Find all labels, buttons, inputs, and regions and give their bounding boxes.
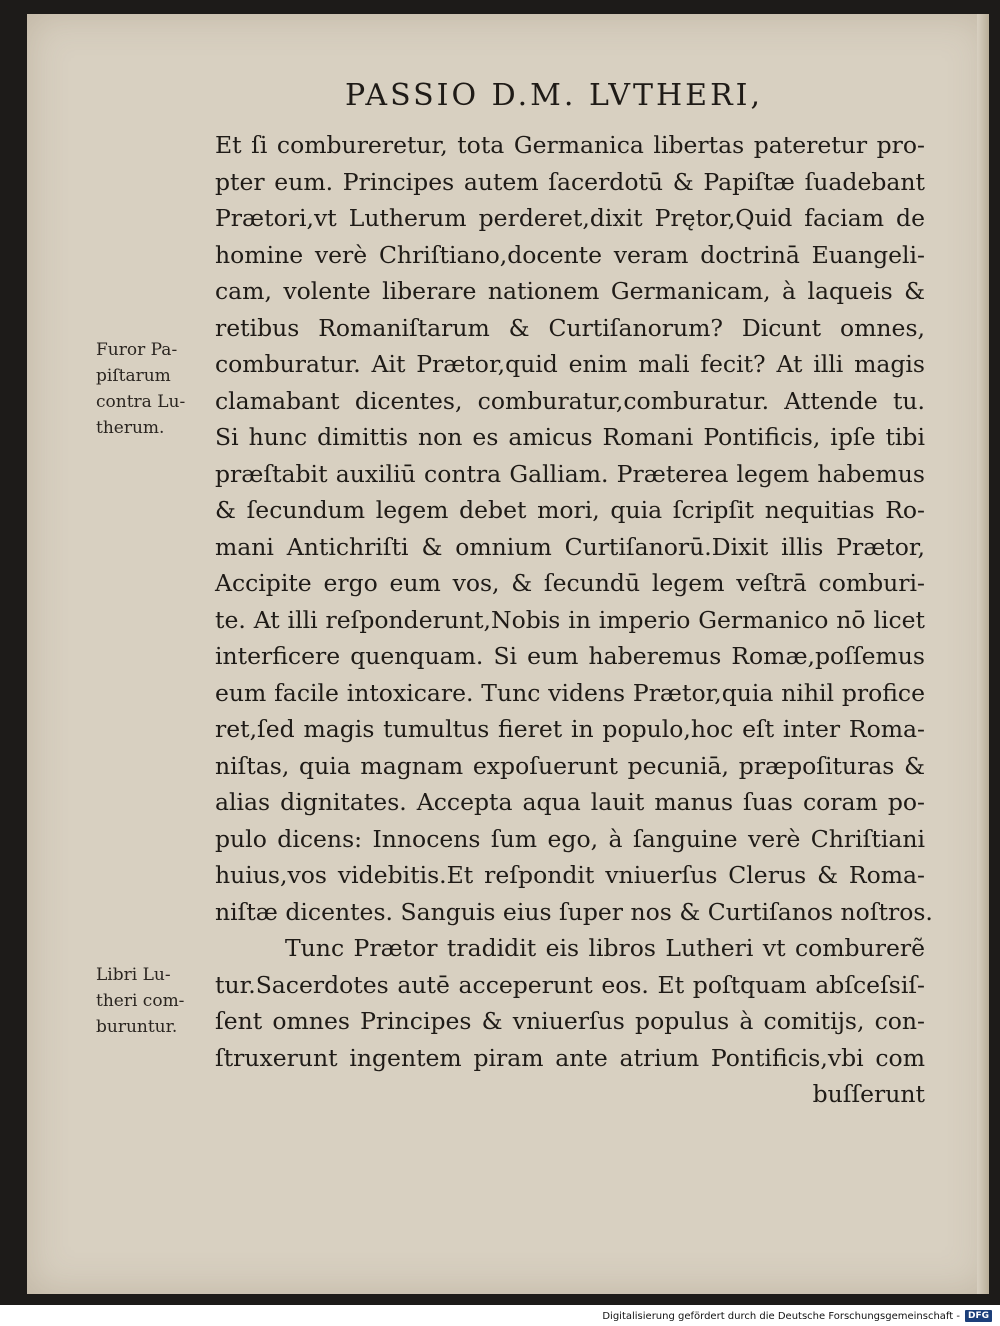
running-head: PASSIO D.M. LVTHERI, [345, 78, 764, 113]
dfg-logo-icon: DFG [965, 1310, 992, 1322]
text-line: ret,ſed magis tumultus fieret in populo,hoc eſt inter Roma- [215, 715, 925, 743]
text-line: pter eum. Principes autem ſacerdotū & Papiſtæ ſuadebant [215, 167, 925, 196]
text-line: interficere quenquam. Si eum haberemus Romæ,poſſemus [215, 642, 925, 670]
text-line: pulo dicens: Innocens ſum ego, à ſanguine verè Chriſtiani [215, 824, 925, 853]
credit-text: Digitalisierung gefördert durch die Deutsche Forschungsgemeinschaft - [602, 1310, 960, 1322]
marginal-note-line: therum. [96, 418, 165, 438]
text-line: Accipite ergo eum vos, & ſecundū legem veſtrā comburi- [215, 569, 925, 597]
catchword: buſſerunt [812, 1080, 925, 1108]
text-line: comburatur. Ait Prætor,quid enim mali fecit? At illi magis [215, 350, 925, 378]
text-line: ſtruxerunt ingentem piram ante atrium Pontificis,vbi com [215, 1043, 925, 1072]
text-line: retibus Romaniſtarum & Curtiſanorum? Dicunt omnes, [215, 313, 925, 342]
text-line: alias dignitates. Accepta aqua lauit manus ſuas coram po- [215, 788, 925, 816]
text-line: Prætori,vt Lutherum perderet,dixit Prętor,Quid faciam de [215, 204, 925, 232]
marginal-note-line: theri com- [96, 991, 185, 1011]
marginal-note-libri [96, 962, 208, 1040]
marginal-note-line: contra Lu- [96, 392, 186, 412]
text-line: eum facile intoxicare. Tunc videns Prætor,quia nihil profice [215, 678, 925, 707]
marginal-note-line: buruntur. [96, 1017, 178, 1037]
text-line: niſtæ dicentes. Sanguis eius ſuper nos & Curtiſanos noſtros. [215, 897, 933, 926]
marginal-note-line: Furor Pa- [96, 340, 178, 360]
text-line: clamabant dicentes, comburatur,comburatur. Attende tu. [215, 386, 925, 415]
text-line: homine verè Chriſtiano,docente veram doctrinā Euangeli- [215, 240, 925, 269]
text-line: præſtabit auxiliū contra Galliam. Præterea legem habemus [215, 459, 925, 488]
text-line: cam, volente liberare nationem Germanicam, à laqueis & [215, 277, 925, 305]
text-line: tur.Sacerdotes autē acceperunt eos. Et poſtquam abſceſsiſ- [215, 970, 925, 999]
text-line: te. At illi reſponderunt,Nobis in imperio Germanico nō licet [215, 605, 925, 634]
digitization-credit [602, 1310, 992, 1322]
page-edge [977, 14, 989, 1294]
marginal-note-line: Libri Lu- [96, 965, 171, 985]
text-line: Si hunc dimittis non es amicus Romani Pontificis, ipſe tibi [215, 423, 925, 451]
marginal-note-line: piſtarum [96, 366, 171, 386]
text-line: huius,vos videbitis.Et reſpondit vniuerſus Clerus & Roma- [215, 861, 925, 889]
paragraph-start-line: Tunc Prætor tradidit eis libros Lutheri vt comburerẽ [285, 934, 925, 962]
body-text [215, 127, 933, 1113]
text-line: & ſecundum legem debet mori, quia ſcripſit nequitias Ro- [215, 496, 925, 524]
text-line: Et ſi combureretur, tota Germanica libertas pateretur pro- [215, 131, 925, 159]
text-line: mani Antichriſti & omnium Curtiſanorū.Dixit illis Prætor, [215, 532, 925, 561]
text-line: ſent omnes Principes & vniuerſus populus à comitijs, con- [215, 1007, 925, 1035]
text-line: niſtas, quia magnam expoſuerunt pecuniā, præpoſituras & [215, 751, 925, 780]
marginal-note-furor [96, 337, 208, 441]
